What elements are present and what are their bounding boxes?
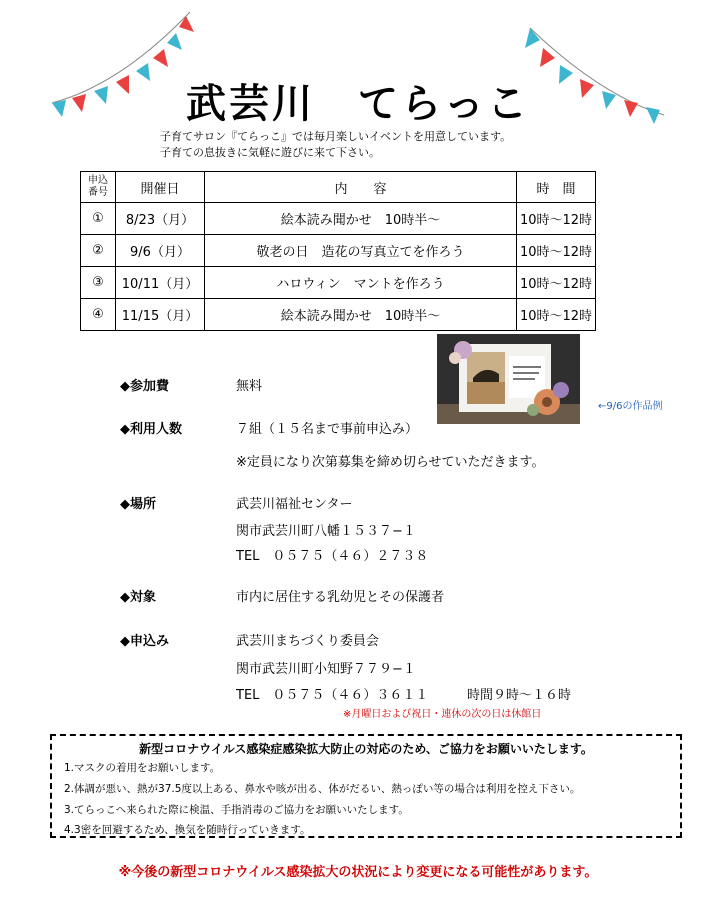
header-time: 時 間 [517, 172, 596, 203]
row-time: 10時～12時 [517, 299, 596, 331]
flag-icon [153, 49, 168, 67]
schedule-table [80, 171, 596, 331]
row-content: 絵本読み聞かせ 10時半～ [205, 299, 517, 331]
row-date: 11/15（月） [116, 299, 205, 331]
row-time: 10時～12時 [517, 235, 596, 267]
notice-title: 新型コロナウイルス感染症感染拡大防止の対応のため、ご協力をお願いいたします。 [139, 742, 593, 756]
craft-example-photo [437, 334, 580, 424]
table-header-row [81, 172, 596, 203]
page-title: 武芸川 てらっこ [186, 81, 530, 127]
row-time: 10時～12時 [517, 203, 596, 235]
apply-tel: TEL ０５７５（４６）３６１１ [236, 688, 429, 703]
covid-notice-box [50, 734, 682, 838]
flag-icon [179, 16, 194, 32]
capacity-note: ※定員になり次第募集を締め切らせていただきます。 [236, 455, 545, 470]
place-tel: TEL ０５７５（４６）２７３８ [236, 549, 429, 564]
row-content: 敬老の日 造花の写真立てを作ろう [205, 235, 517, 267]
header-content: 内 容 [205, 172, 517, 203]
row-date: 10/11（月） [116, 267, 205, 299]
apply-address: 関市武芸川町小知野７７９−１ [236, 662, 416, 677]
row-content: ハロウィン マントを作ろう [205, 267, 517, 299]
row-content: 絵本読み聞かせ 10時半～ [205, 203, 517, 235]
place-address: 関市武芸川町八幡１５３７−１ [236, 524, 416, 539]
place-label: ◆場所 [120, 497, 156, 512]
row-date: 8/23（月） [116, 203, 205, 235]
header-date: 開催日 [116, 172, 205, 203]
row-no: ② [81, 235, 116, 267]
row-no: ③ [81, 267, 116, 299]
row-date: 9/6（月） [116, 235, 205, 267]
header-no: 申込 番号 [81, 172, 116, 203]
flag-icon [167, 33, 182, 50]
notice-item: 1.マスクの着用をお願いします。 [64, 762, 221, 774]
fee-label: ◆参加費 [120, 379, 169, 394]
flag-icon [540, 48, 555, 67]
place-name: 武芸川福祉センター [236, 497, 353, 512]
intro-line-2: 子育ての息抜きに気軽に遊びに来て下さい。 [160, 146, 380, 159]
capacity-value: ７組（１５名まで事前申込み） [236, 422, 419, 437]
flag-icon [525, 28, 540, 48]
table-row [81, 299, 596, 331]
photo-caption: ←9/6の作品例 [598, 401, 663, 412]
intro-line-1: 子育てサロン『てらっこ』では毎月楽しいイベントを用意しています。 [160, 130, 512, 143]
footer-note: ※今後の新型コロナウイルス感染拡大の状況により変更になる可能性があります。 [118, 865, 598, 880]
row-time: 10時～12時 [517, 267, 596, 299]
apply-hours: 時間９時～１６時 [467, 688, 572, 703]
notice-item: 3.てらっこへ来られた際に検温、手指消毒のご協力をお願いいたします。 [64, 804, 409, 816]
target-value: 市内に居住する乳幼児とその保護者 [236, 590, 445, 605]
apply-label: ◆申込み [120, 634, 169, 649]
table-row [81, 203, 596, 235]
notice-item: 2.体調が悪い、熱が37.5度以上ある、鼻水や咳が出る、体がだるい、熱っぽい等の場合は利用を控え下さい。 [64, 783, 581, 795]
fee-value: 無料 [236, 379, 263, 394]
table-row [81, 267, 596, 299]
row-no: ④ [81, 299, 116, 331]
row-no: ① [81, 203, 116, 235]
closed-day-note: ※月曜日および祝日・連休の次の日は休館日 [343, 709, 542, 720]
target-label: ◆対象 [120, 590, 156, 605]
apply-name: 武芸川まちづくり委員会 [236, 634, 379, 649]
capacity-label: ◆利用人数 [120, 422, 182, 437]
table-row [81, 235, 596, 267]
notice-item: 4.3密を回避するため、換気を随時行っていきます。 [64, 824, 311, 836]
